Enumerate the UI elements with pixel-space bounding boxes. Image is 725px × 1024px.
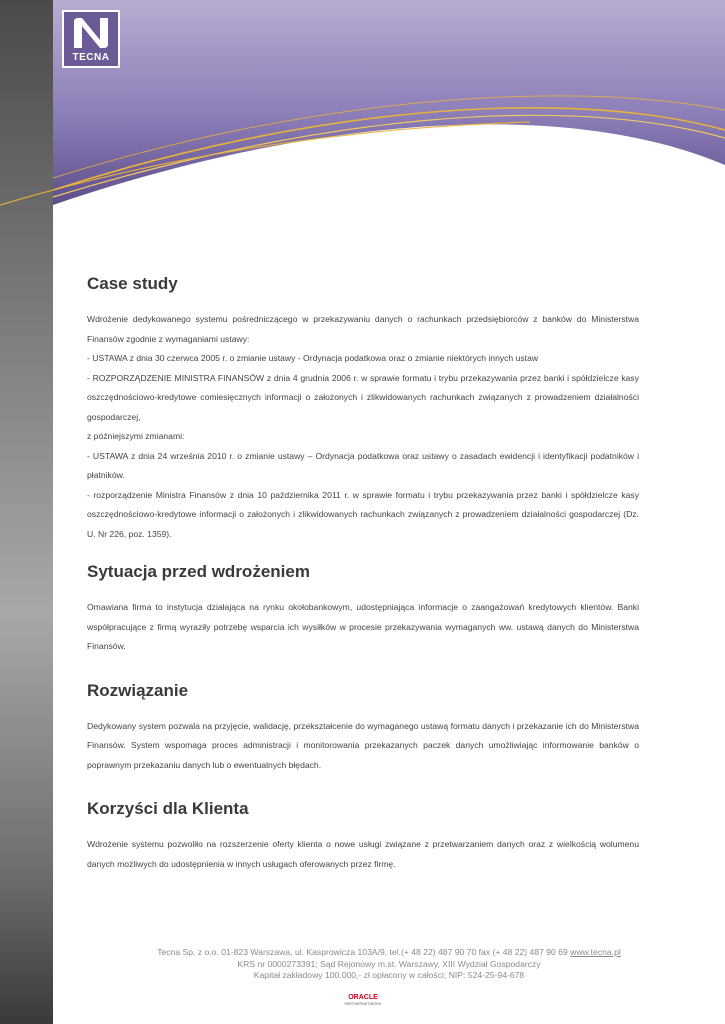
footer-address-text: Tecna Sp. z o.o. 01-823 Warszawa, ul. Kasprowicza 103A/9, tel.(+ 48 22) 487 90 70 fax (+ 48 22) 487 90 69 <box>157 947 571 957</box>
section-heading: Rozwiązanie <box>87 680 189 700</box>
section-heading: Sytuacja przed wdrożeniem <box>87 562 310 581</box>
footer-address-line <box>53 947 725 959</box>
oracle-wordmark: ORACLE <box>348 994 378 1001</box>
paragraph: - ROZPORZĄDZENIE MINISTRA FINANSÓW z dnia 4 grudnia 2006 r. w sprawie formatu i trybu przekazywania przez banki i spółdzielcze kasy oszczędnościowo-kredytowe comiesięcznych informacji o założonych i zlikwidowanych rachunkach związanych z prowadzeniem działalności gospodarczej, <box>87 372 639 422</box>
section-heading: Case study <box>87 274 178 293</box>
section-case-study <box>87 274 639 544</box>
company-footer <box>53 947 725 982</box>
main-content <box>87 274 639 874</box>
oracle-partnernetwork-text: PARTNERNETWORK <box>344 1002 382 1006</box>
paragraph: Wdrożenie dedykowanego systemu pośredniczącego w przekazywaniu danych o rachunkach przedsiębiorców z banków do Ministerstwa Finansów zgodnie z wymaganiami ustawy: <box>87 314 639 344</box>
section-heading: Korzyści dla Klienta <box>87 799 249 818</box>
logo-n-icon <box>70 16 112 50</box>
section-client-benefits <box>87 799 639 874</box>
paragraph: - rozporządzenie Ministra Finansów z dnia 10 października 2011 r. w sprawie formatu i trybu przekazywania przez banki i spółdzielcze kasy oszczędnościowo-kredytowe informacji o założonych i zlikwidowanych rachunkach związanych z prowadzeniem działalności gospodarczej (Dz. U. Nr 226, poz. 1359). <box>87 489 639 539</box>
website-link[interactable]: www.tecna.pl <box>570 947 621 957</box>
paragraph: - USTAWA z dnia 24 września 2010 r. o zmianie ustawy – Ordynacja podatkowa oraz ustawy o zasadach ewidencji i identyfikacji podatników i płatników. <box>87 450 639 480</box>
oracle-partner-logo <box>338 994 388 1007</box>
footer-registry-line: KRS nr 0000273391; Sąd Rejonowy m.st. Warszawy, XIII Wydział Gospodarczy <box>237 958 541 969</box>
section-body <box>87 835 639 874</box>
section-body <box>87 717 639 776</box>
paragraph: z późniejszymi zmianami: <box>87 431 185 441</box>
section-body <box>87 598 639 657</box>
paragraph: Omawiana firma to instytucja działająca na rynku okołobankowym, udostępniająca informacje o zaangażowań kredytowych klientów. Banki współpracujące z firmą wyraziły potrzebę wsparcia ich wysiłków w procesie przekazywania wymaganych ww. ustawą danych do Ministerstwa Finansów. <box>87 602 639 651</box>
footer-capital-line: Kapitał zakładowy 100.000,- zł opłacony w całości; NIP: 524-25-94-678 <box>253 970 525 980</box>
paragraph: - USTAWA z dnia 30 czerwca 2005 r. o zmianie ustawy - Ordynacja podatkowa oraz o zmianie niektórych innych ustaw <box>87 353 539 363</box>
paragraph: Dedykowany system pozwala na przyjęcie, walidację, przekształcenie do wymaganego ustawą formatu danych i przekazanie ich do Ministerstwa Finansów. System wspomaga proces administracji i monitorowania przekazanych paczek danych umożliwiając informowanie banków o poprawnym przekazaniu danych lub o ewentualnych błędach. <box>87 720 639 770</box>
section-body <box>87 310 639 544</box>
paragraph: Wdrożenie systemu pozwoliło na rozszerzenie oferty klienta o nowe usługi związane z przetwarzaniem danych oraz z wielkością wolumenu danych możliwych do udostępnienia w innych usługach oferowanych przez firmę. <box>87 839 639 869</box>
logo-wordmark: TECNA <box>72 52 110 63</box>
section-solution <box>87 681 639 776</box>
tecna-logo <box>62 10 120 68</box>
section-before-deployment <box>87 562 639 657</box>
